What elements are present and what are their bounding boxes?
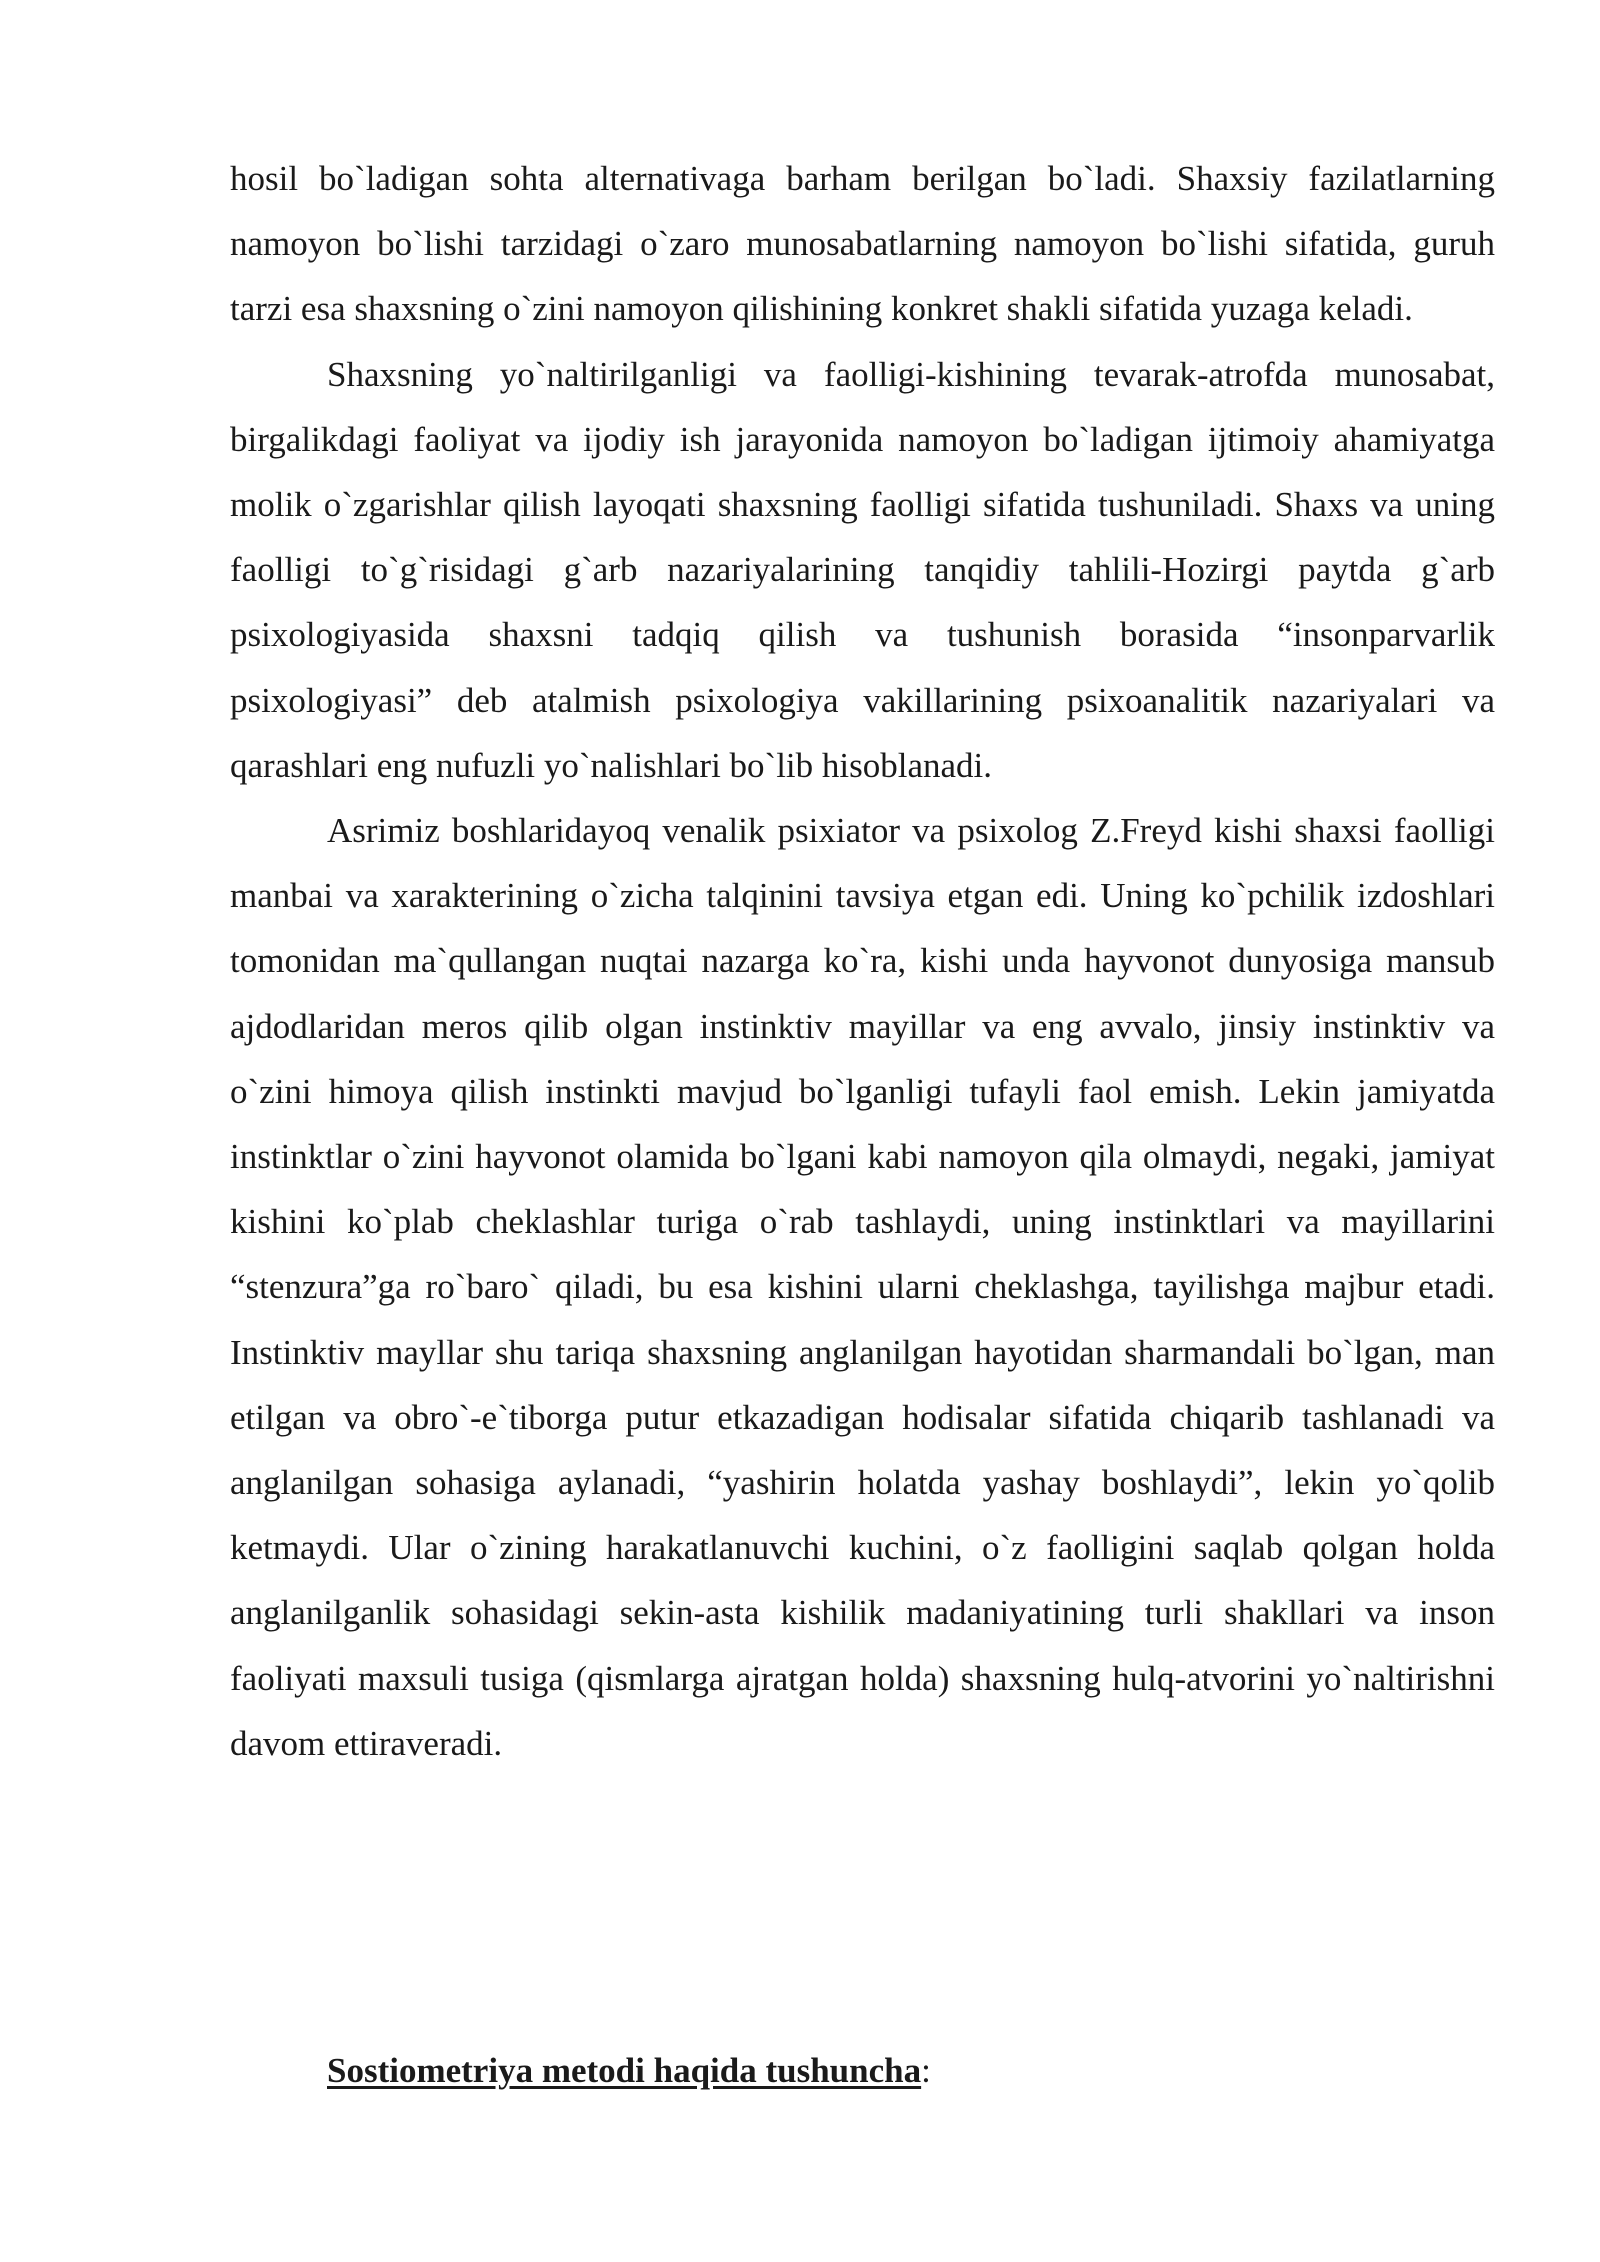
paragraph-continuation: hosil bo`ladigan sohta alternativaga barham berilgan bo`ladi. Shaxsiy fazilatlarning namoyon bo`lishi tarzidagi o`zaro munosabatlarning namoyon bo`lishi sifatida, guruh tarzi esa shaxsning o`zini namoyon qilishining konkret shakli sifatida yuzaga keladi. xyxy=(230,159,1495,329)
section-heading xyxy=(327,2038,931,2103)
section-heading-text: Sostiometriya metodi haqida tushuncha xyxy=(327,2051,922,2090)
section-heading-colon: : xyxy=(921,2051,931,2090)
body-text xyxy=(230,146,1495,1776)
paragraph-personality-activity: Shaxsning yo`naltirilganligi va faolligi-kishining tevarak-atrofda munosabat, birgalikdagi faoliyat va ijodiy ish jarayonida namoyon bo`ladigan ijtimoiy ahamiyatga molik o`zgarishlar qilish layoqati shaxsning faolligi sifatida tushuniladi. Shaxs va uning faolligi to`g`risidagi g`arb nazariyalarining tanqidiy tahlili-Hozirgi paytda g`arb psixologiyasida shaxsni tadqiq qilish va tushunish borasida “insonparvarlik psixologiyasi” deb atalmish psixologiya vakillarining psixoanalitik nazariyalari va qarashlari eng nufuzli yo`nalishlari bo`lib hisoblanadi. xyxy=(230,354,1495,785)
paragraph-freud-theory: Asrimiz boshlaridayoq venalik psixiator va psixolog Z.Freyd kishi shaxsi faolligi manbai va xarakterining o`zicha talqinini tavsiya etgan edi. Uning ko`pchilik izdoshlari tomonidan ma`qullangan nuqtai nazarga ko`ra, kishi unda hayvonot dunyosiga mansub ajdodlaridan meros qilib olgan instinktiv mayillar va eng avvalo, jinsiy instinktiv va o`zini himoya qilish instinkti mavjud bo`lganligi tufayli faol emish. Lekin jamiyatda instinktlar o`zini hayvonot olamida bo`lgani kabi namoyon qila olmaydi, negaki, jamiyat kishini ko`plab cheklashlar turiga o`rab tashlaydi, uning instinktlari va mayillarini “stenzura”ga ro`baro` qiladi, bu esa kishini ularni cheklashga, tayilishga majbur etadi. Instinktiv mayllar shu tariqa shaxsning anglanilgan hayotidan sharmandali bo`lgan, man etilgan va obro`-e`tiborga putur etkazadigan hodisalar sifatida chiqarib tashlanadi va anglanilgan sohasiga aylanadi, “yashirin holatda yashay boshlaydi”, lekin yo`qolib ketmaydi. Ular o`zining harakatlanuvchi kuchini, o`z faolligini saqlab qolgan holda anglanilganlik sohasidagi sekin-asta kishilik madaniyatining turli shakllari va inson faoliyati maxsuli tusiga (qismlarga ajratgan holda) shaxsning hulq-atvorini yo`naltirishni davom ettiraveradi. xyxy=(230,811,1495,1763)
